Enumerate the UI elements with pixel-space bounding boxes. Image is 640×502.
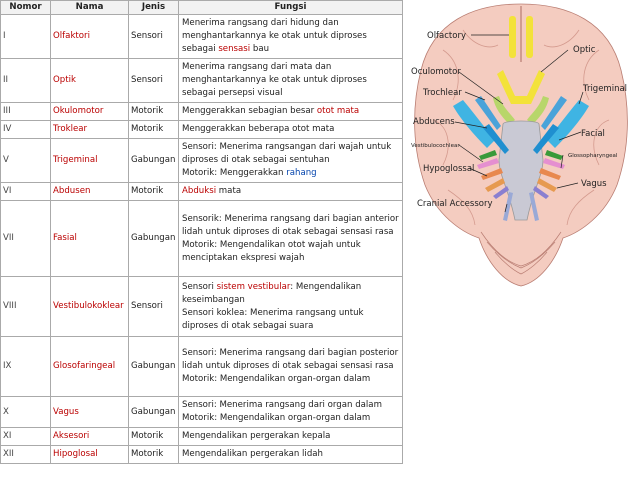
- cell-jenis: Motorik: [129, 103, 179, 121]
- header-fungsi: Fungsi: [179, 1, 403, 15]
- fungsi-text: Motorik: Menggerakkan: [182, 168, 287, 178]
- cell-nomor: II: [1, 59, 51, 103]
- label-optic: Optic: [573, 45, 596, 55]
- cell-nama-link[interactable]: Optik: [51, 59, 129, 103]
- cell-fungsi: [179, 428, 403, 446]
- fungsi-text: Sensori: Menerima rangsangan dari wajah untuk diproses di otak sebagai sentuhan: [182, 142, 392, 165]
- cell-jenis: Gabungan: [129, 201, 179, 277]
- fungsi-text: Motorik: Mengendalikan otot wajah untuk menciptakan ekspresi wajah: [182, 239, 361, 263]
- cell-fungsi: [179, 397, 403, 428]
- cell-nomor: VII: [1, 201, 51, 277]
- fungsi-text: Sensorik: Menerima rangsang dari bagian anterior lidah untuk diproses di otak sebagai sensasi rasa: [182, 213, 399, 237]
- cell-nomor: VI: [1, 183, 51, 201]
- fungsi-text: Sensori: Menerima rangsang dari bagian posterior lidah untuk diproses di otak sebagai sensasi rasa: [182, 348, 399, 371]
- fungsi-text: Sensori: Menerima rangsang dari organ dalam: [182, 400, 382, 410]
- table-row: [1, 183, 403, 201]
- table-row: [1, 103, 403, 121]
- fungsi-text: Motorik: Mengendalikan organ-organ dalam: [182, 413, 371, 423]
- table-row: [1, 337, 403, 397]
- fungsi-text: Mengendalikan pergerakan kepala: [182, 431, 331, 441]
- label-cranial-accessory: Cranial Accessory: [417, 199, 493, 209]
- fungsi-text: Menerima rangsang dari mata dan menghantarkannya ke otak untuk diproses sebagai persepsi visual: [182, 62, 367, 98]
- label-trigeminal: Trigeminal: [583, 84, 628, 94]
- table-row: [1, 15, 403, 59]
- cell-nomor: VIII: [1, 277, 51, 337]
- cell-fungsi: [179, 337, 403, 397]
- cell-jenis: Gabungan: [129, 337, 179, 397]
- fungsi-text: Mengendalikan pergerakan lidah: [182, 449, 323, 459]
- table-row: [1, 397, 403, 428]
- fungsi-text: Motorik: Mengendalikan organ-organ dalam: [182, 374, 371, 384]
- cell-jenis: Sensori: [129, 59, 179, 103]
- fungsi-link[interactable]: sensasi: [218, 44, 251, 54]
- cell-nomor: III: [1, 103, 51, 121]
- table-row: [1, 446, 403, 464]
- label-facial: Facial: [581, 129, 605, 139]
- cell-fungsi: [179, 139, 403, 183]
- fungsi-text: Menggerakkan sebagian besar: [182, 106, 317, 116]
- table-row: [1, 59, 403, 103]
- label-vagus: Vagus: [581, 179, 607, 189]
- cell-nomor: I: [1, 15, 51, 59]
- olfactory-bulb-left: [509, 16, 516, 58]
- fungsi-link[interactable]: Abduksi: [182, 186, 217, 196]
- cell-nama-link[interactable]: Hipoglosal: [51, 446, 129, 464]
- cell-nama-link[interactable]: Trigeminal: [51, 139, 129, 183]
- fungsi-link[interactable]: rahang: [286, 168, 317, 178]
- cell-nama-link[interactable]: Aksesori: [51, 428, 129, 446]
- fungsi-link[interactable]: otot mata: [316, 106, 360, 116]
- cranial-nerves-diagram: [403, 0, 640, 300]
- fungsi-link[interactable]: sistem vestibular: [216, 281, 291, 292]
- cell-fungsi: [179, 446, 403, 464]
- cell-nomor: XI: [1, 428, 51, 446]
- cell-jenis: Gabungan: [129, 139, 179, 183]
- label-glossopharyngeal: Glossopharyngeal: [568, 153, 618, 159]
- label-olfactory: Olfactory: [427, 31, 466, 41]
- cell-nama-link[interactable]: Vagus: [51, 397, 129, 428]
- label-oculomotor: Oculomotor: [411, 67, 461, 77]
- table-row: [1, 201, 403, 277]
- label-vestibulocochlear: Vestibulocochlear: [411, 143, 460, 149]
- cell-jenis: Motorik: [129, 428, 179, 446]
- cell-fungsi: [179, 201, 403, 277]
- cell-nomor: V: [1, 139, 51, 183]
- cell-jenis: Motorik: [129, 446, 179, 464]
- cell-nomor: IV: [1, 121, 51, 139]
- table-row: [1, 121, 403, 139]
- cell-nama-link[interactable]: Vestibulokoklear: [51, 277, 129, 337]
- label-trochlear: Trochlear: [423, 88, 462, 98]
- fungsi-text: Menggerakkan beberapa otot mata: [182, 124, 335, 134]
- fungsi-text: Sensori koklea: Menerima rangsang untuk diproses di otak sebagai suara: [182, 307, 364, 331]
- fungsi-text: Menerima rangsang dari hidung dan menghantarkannya ke otak untuk diproses sebagai: [182, 18, 367, 54]
- cell-jenis: Motorik: [129, 121, 179, 139]
- header-jenis: Jenis: [129, 1, 179, 15]
- cell-fungsi: [179, 183, 403, 201]
- cell-jenis: Sensori: [129, 15, 179, 59]
- cell-nama-link[interactable]: Fasial: [51, 201, 129, 277]
- header-row: [1, 1, 403, 15]
- cell-jenis: Gabungan: [129, 397, 179, 428]
- cell-nama-link[interactable]: Glosofaringeal: [51, 337, 129, 397]
- label-abducens: Abducens: [413, 117, 455, 127]
- header-nama: Nama: [51, 1, 129, 15]
- cell-nama-link[interactable]: Abdusen: [51, 183, 129, 201]
- cell-jenis: Motorik: [129, 183, 179, 201]
- cell-nomor: X: [1, 397, 51, 428]
- cell-nama-link[interactable]: Okulomotor: [51, 103, 129, 121]
- cell-fungsi: [179, 103, 403, 121]
- fungsi-text: mata: [216, 186, 242, 196]
- table-row: [1, 139, 403, 183]
- cell-nama-link[interactable]: Olfaktori: [51, 15, 129, 59]
- olfactory-bulb-right: [526, 16, 533, 58]
- cell-fungsi: [179, 15, 403, 59]
- cell-jenis: Sensori: [129, 277, 179, 337]
- fungsi-text: bau: [250, 44, 270, 54]
- table-row: [1, 428, 403, 446]
- cell-fungsi: [179, 59, 403, 103]
- label-hypoglossal: Hypoglossal: [423, 164, 475, 174]
- table-row: [1, 277, 403, 337]
- header-nomor: Nomor: [1, 1, 51, 15]
- fungsi-text: : Mengendalikan keseimbangan: [182, 281, 362, 305]
- cell-nomor: XII: [1, 446, 51, 464]
- cell-fungsi: [179, 121, 403, 139]
- cell-fungsi: [179, 277, 403, 337]
- cell-nomor: IX: [1, 337, 51, 397]
- fungsi-text: Sensori: [182, 281, 217, 292]
- cell-nama-link[interactable]: Troklear: [51, 121, 129, 139]
